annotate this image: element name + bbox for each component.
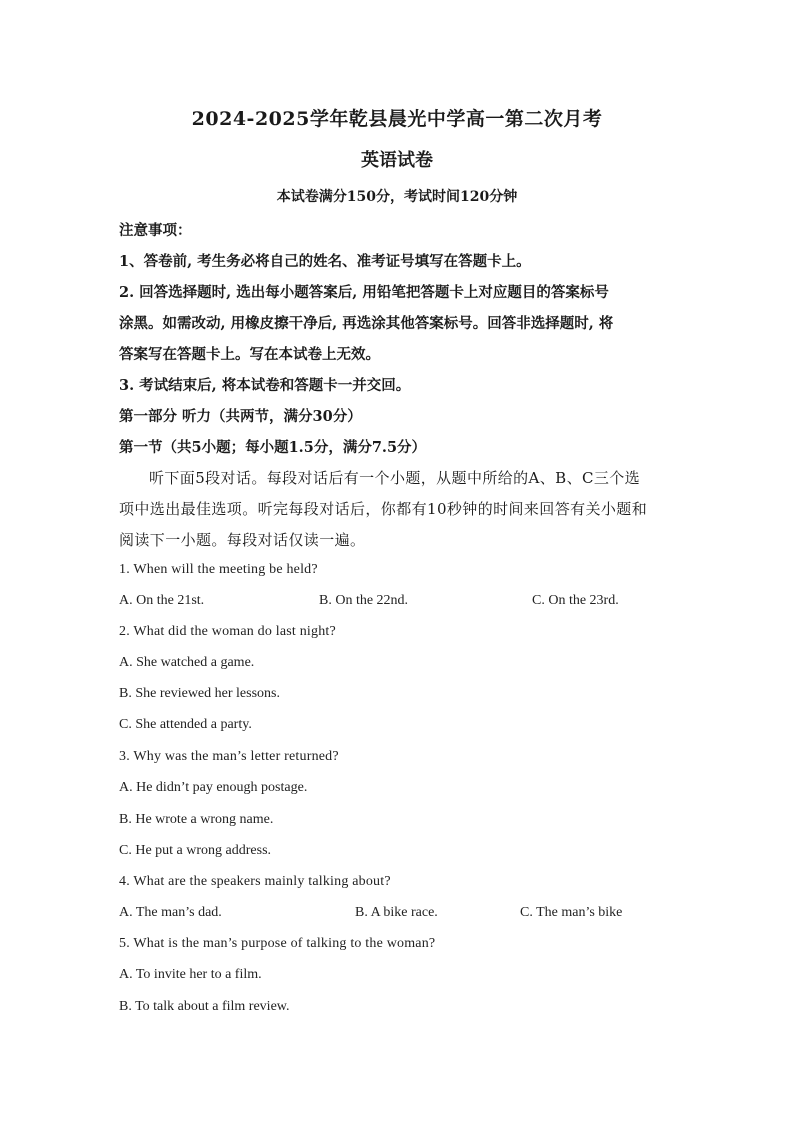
question-3-option-c: C. He put a wrong address. [119,843,272,858]
exam-score-time-note: 本试卷满分150分，考试时间120分钟 [276,189,518,205]
question-5-stem: 5. What is the man’s purpose of talking to the woman? [119,936,436,951]
part1-heading: 第一部分 听力（共两节，满分30分） [119,408,362,425]
question-3-option-a: A. He didn’t pay enough postage. [119,780,308,795]
question-2-option-b: B. She reviewed her lessons. [119,686,280,701]
subject-title: 英语试卷 [361,150,433,171]
question-1-option-c: C. On the 23rd. [532,593,619,608]
question-1-option-b: B. On the 22nd. [319,593,409,608]
notice-item-2-line-2: 涂黑。如需改动, 用橡皮擦干净后, 再选涂其他答案标号。回答非选择题时, 将 [119,315,614,332]
question-4-option-a: A. The man’s dad. [119,905,222,920]
notice-item-1: 1、答卷前, 考生务必将自己的姓名、准考证号填写在答题卡上。 [119,253,531,270]
listening-instructions-line-3: 阅读下一小题。每段对话仅读一遍。 [119,531,366,549]
listening-instructions-line-1: 听下面5段对话。每段对话后有一个小题，从题中所给的A、B、C三个选 [149,469,641,487]
notice-item-2-line-1: 2. 回答选择题时, 选出每小题答案后, 用铅笔把答题卡上对应题目的答案标号 [119,284,609,301]
question-1-option-a: A. On the 21st. [119,593,205,608]
notice-item-3: 3. 考试结束后, 将本试卷和答题卡一并交回。 [119,377,411,394]
question-3-option-b: B. He wrote a wrong name. [119,812,274,827]
question-4-stem: 4. What are the speakers mainly talking about? [119,874,391,889]
exam-title: 2024-2025学年乾县晨光中学高一第二次月考 [191,108,603,130]
question-2-option-c: C. She attended a party. [119,717,252,732]
question-2-stem: 2. What did the woman do last night? [119,624,336,639]
question-4-option-b: B. A bike race. [355,905,438,920]
question-5-option-b: B. To talk about a film review. [119,999,290,1014]
question-2-option-a: A. She watched a game. [119,655,255,670]
question-4-option-c: C. The man’s bike [520,905,623,920]
section1-heading: 第一节（共5小题；每小题1.5分，满分7.5分） [119,439,427,456]
question-1-stem: 1. When will the meeting be held? [119,562,318,577]
question-5-option-a: A. To invite her to a film. [119,967,262,982]
question-3-stem: 3. Why was the man’s letter returned? [119,749,339,764]
notice-item-2-line-3: 答案写在答题卡上。写在本试卷上无效。 [119,346,380,363]
notice-heading: 注意事项： [119,222,192,239]
listening-instructions-line-2: 项中选出最佳选项。听完每段对话后，你都有10秒钟的时间来回答有关小题和 [119,500,648,518]
